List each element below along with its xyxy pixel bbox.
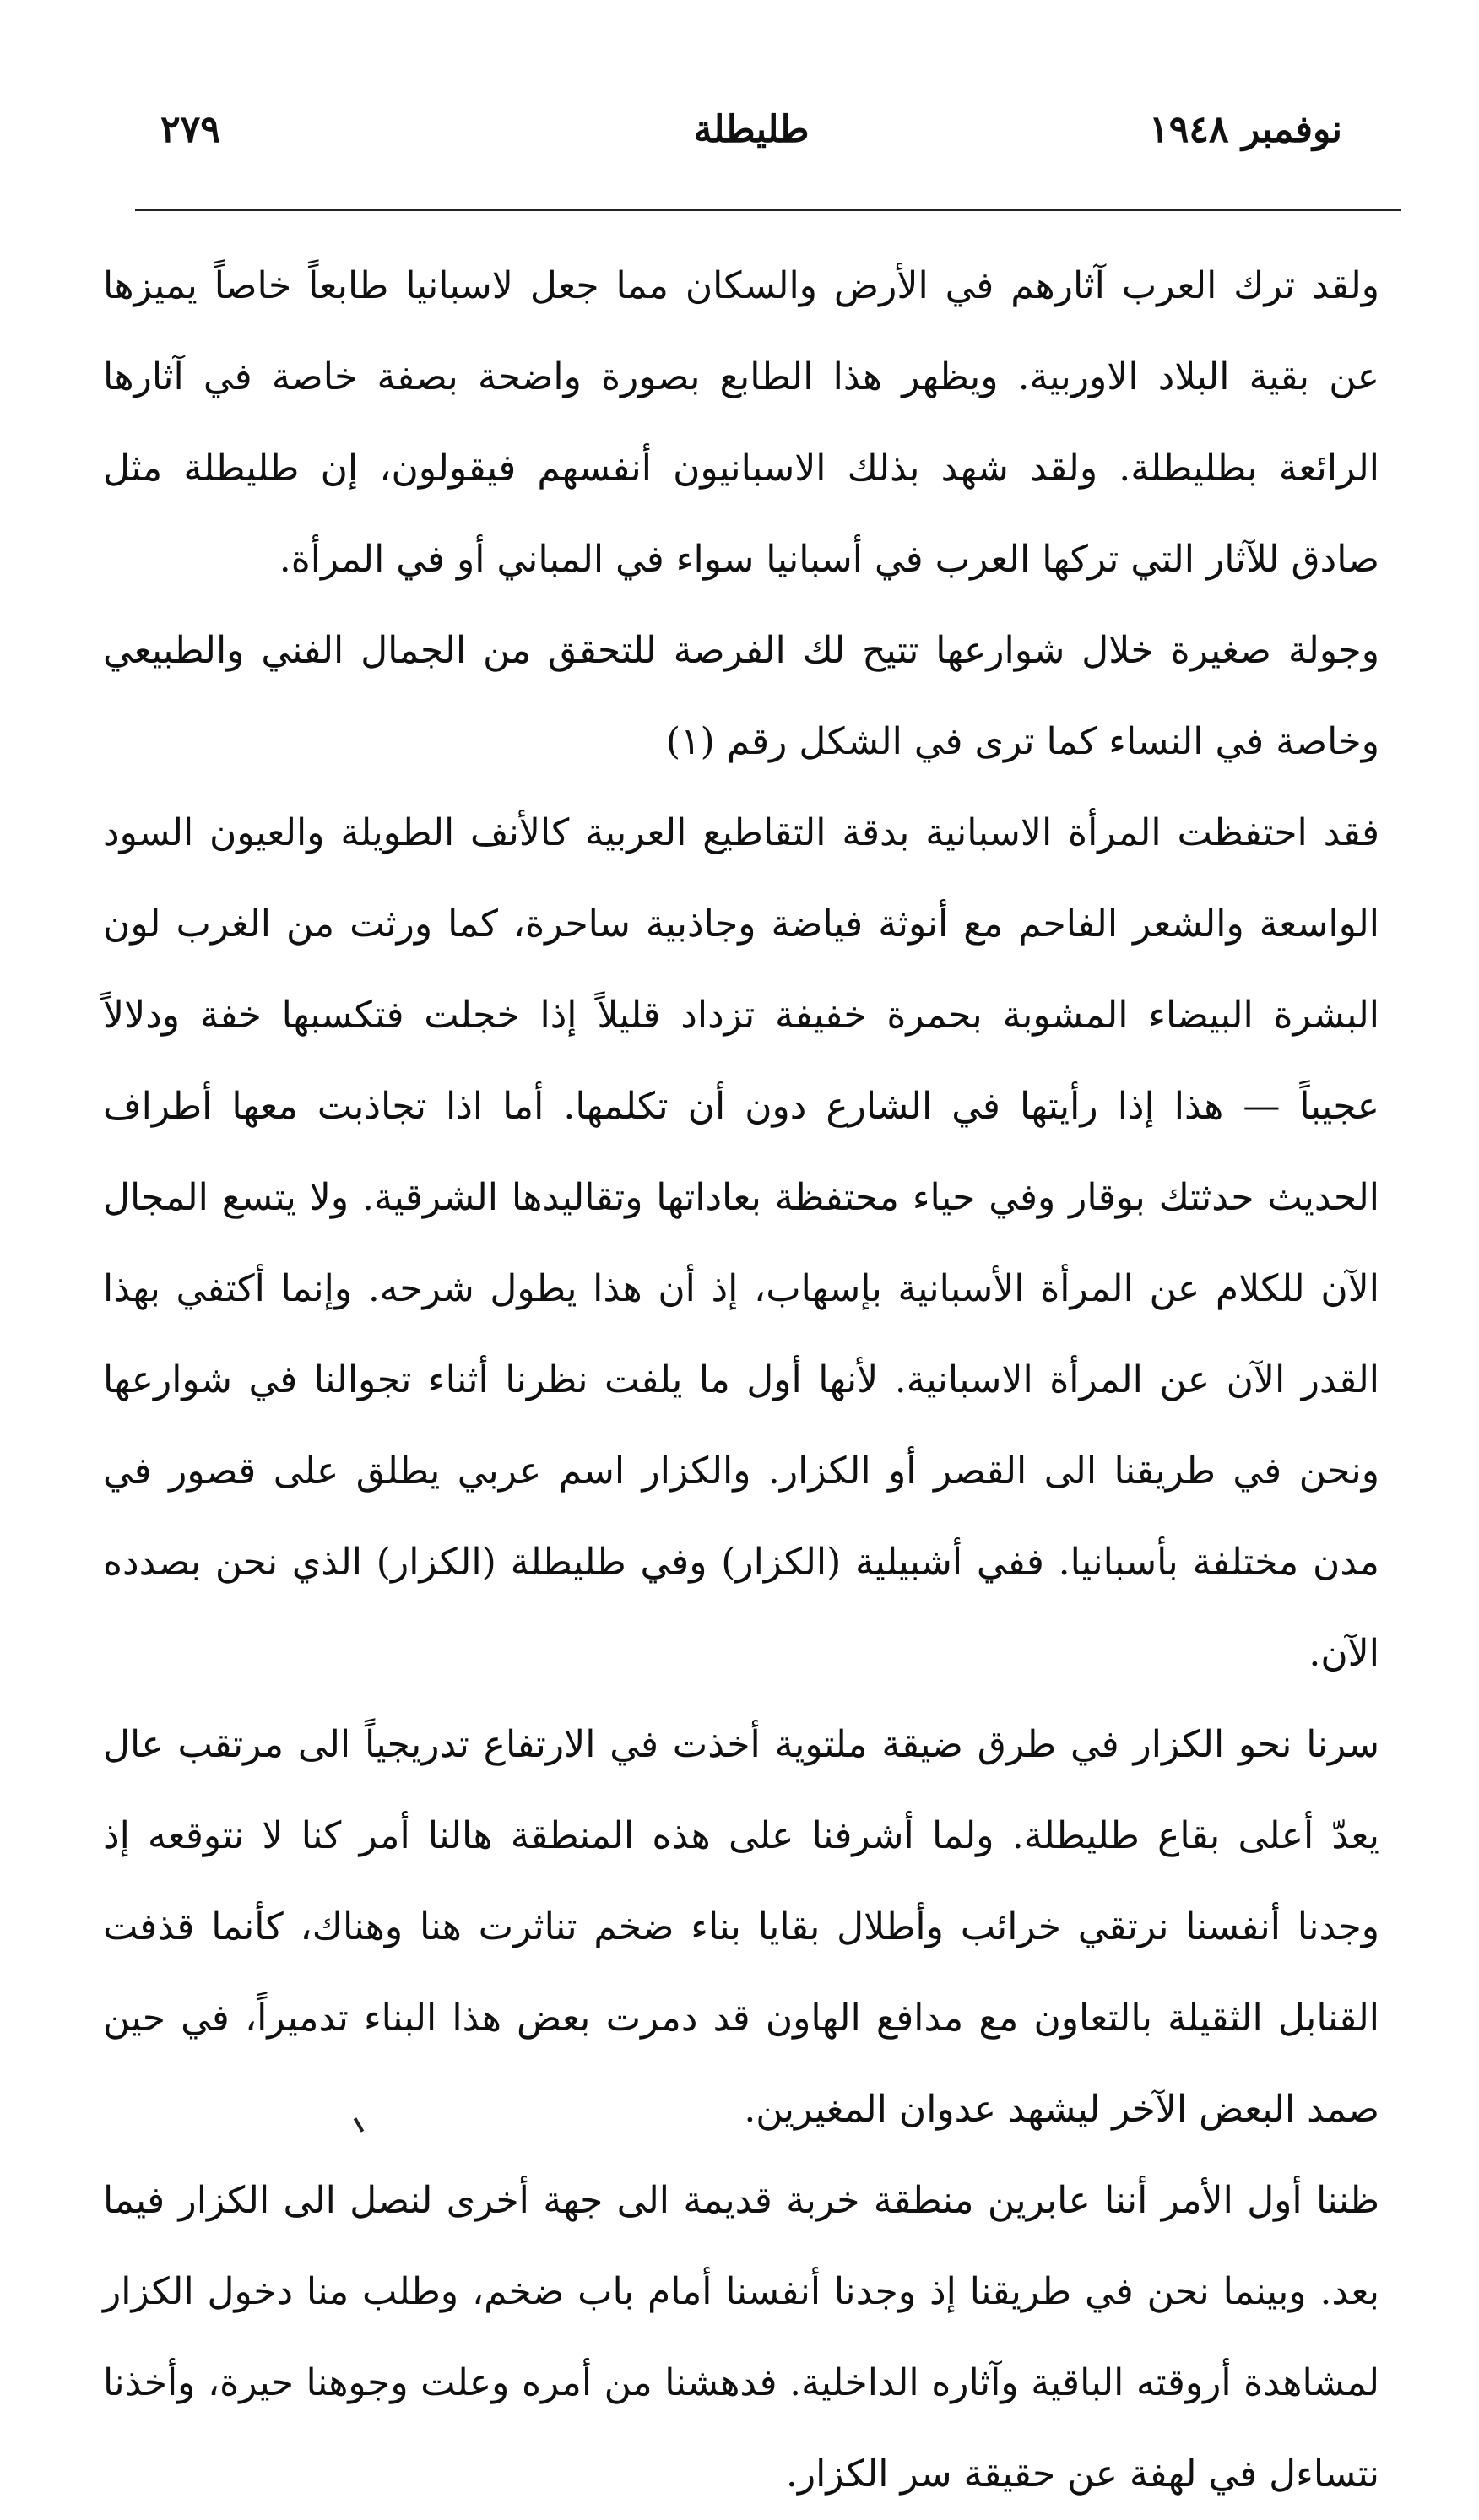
page-header (160, 108, 1342, 176)
paragraph: وجولة صغيرة خلال شوارعها تتيح لك الفرصة للتحقق من الجمال الفني والطبيعي وخاصة في النساء كما ترى في الشكل رقم (١) (103, 629, 1379, 763)
paragraph: ولقد ترك العرب آثارهم في الأرض والسكان مما جعل لاسبانيا طابعاً خاصاً يميزها عن بقية البلاد الاوربية. ويظهر هذا الطابع بصورة واضحة بصفة خاصة في آثارها الرائعة بطليطلة. ولقد شهد بذلك الاسبانيون أنفسهم فيقولون، إن طليطلة مثل صادق للآثار التي تركها العرب في أسبانيا سواء في المباني أو في المرأة. (103, 264, 1379, 581)
issue-date: نوفمبر ١٩٤٨ (1149, 108, 1342, 151)
paragraph: فقد احتفظت المرأة الاسبانية بدقة التقاطيع العربية كالأنف الطويلة والعيون السود الواسعة والشعر الفاحم مع أنوثة فياضة وجاذبية ساحرة، كما ورثت من الغرب لون البشرة البيضاء المشوبة بحمرة خفيفة تزداد قليلاً إذا خجلت فتكسبها خفة ودلالاً عجيباً — هذا إذا رأيتها في الشارع دون أن تكلمها. أما اذا تجاذبت معها أطراف الحديث حدثتك بوقار وفي حياء محتفظة بعاداتها وتقاليدها الشرقية. ولا يتسع المجال الآن للكلام عن المرأة الأسبانية بإسهاب، إذ أن هذا يطول شرحه. وإنما أكتفي بهذا القدر الآن عن المرأة الاسبانية. لأنها أول ما يلفت نظرنا أثناء تجوالنا في شوارعها ونحن في طريقنا الى القصر أو الكزار. والكزار اسم عربي يطلق على قصور في مدن مختلفة بأسبانيا. ففي أشبيلية (الكزار) وفي طليطلة (الكزار) الذي نحن بصدده الآن. (103, 811, 1379, 1675)
page-number: ٢٧٩ (160, 108, 220, 151)
paragraph: ظننا أول الأمر أننا عابرين منطقة خربة قديمة الى جهة أخرى لنصل الى الكزار فيما بعد. وبينما نحن في طريقنا إذ وجدنا أنفسنا أمام باب ضخم، وطلب منا دخول الكزار لمشاهدة أروقته الباقية وآثاره الداخلية. فدهشنا من أمره وعلت وجوهنا حيرة، وأخذنا نتساءل في لهفة عن حقيقة سر الكزار. (103, 2179, 1379, 2496)
paragraph: سرنا نحو الكزار في طرق ضيقة ملتوية أخذت في الارتفاع تدريجياً الى مرتقب عال يعدّ أعلى بقاع طليطلة. ولما أشرفنا على هذه المنطقة هالنا أمر كنا لا نتوقعه إذ وجدنا أنفسنا نرتقي خرائب وأطلال بقايا بناء ضخم تناثرت هنا وهناك، كأنما قذفت القنابل الثقيلة بالتعاون مع مدافع الهاون قد دمرت بعض هذا البناء تدميراً، في حين صمد البعض الآخر ليشهد عدوان المغيرين. (103, 1723, 1379, 2131)
running-title: طليطلة (693, 108, 810, 151)
header-rule (135, 209, 1401, 211)
article-body (103, 241, 1379, 2520)
